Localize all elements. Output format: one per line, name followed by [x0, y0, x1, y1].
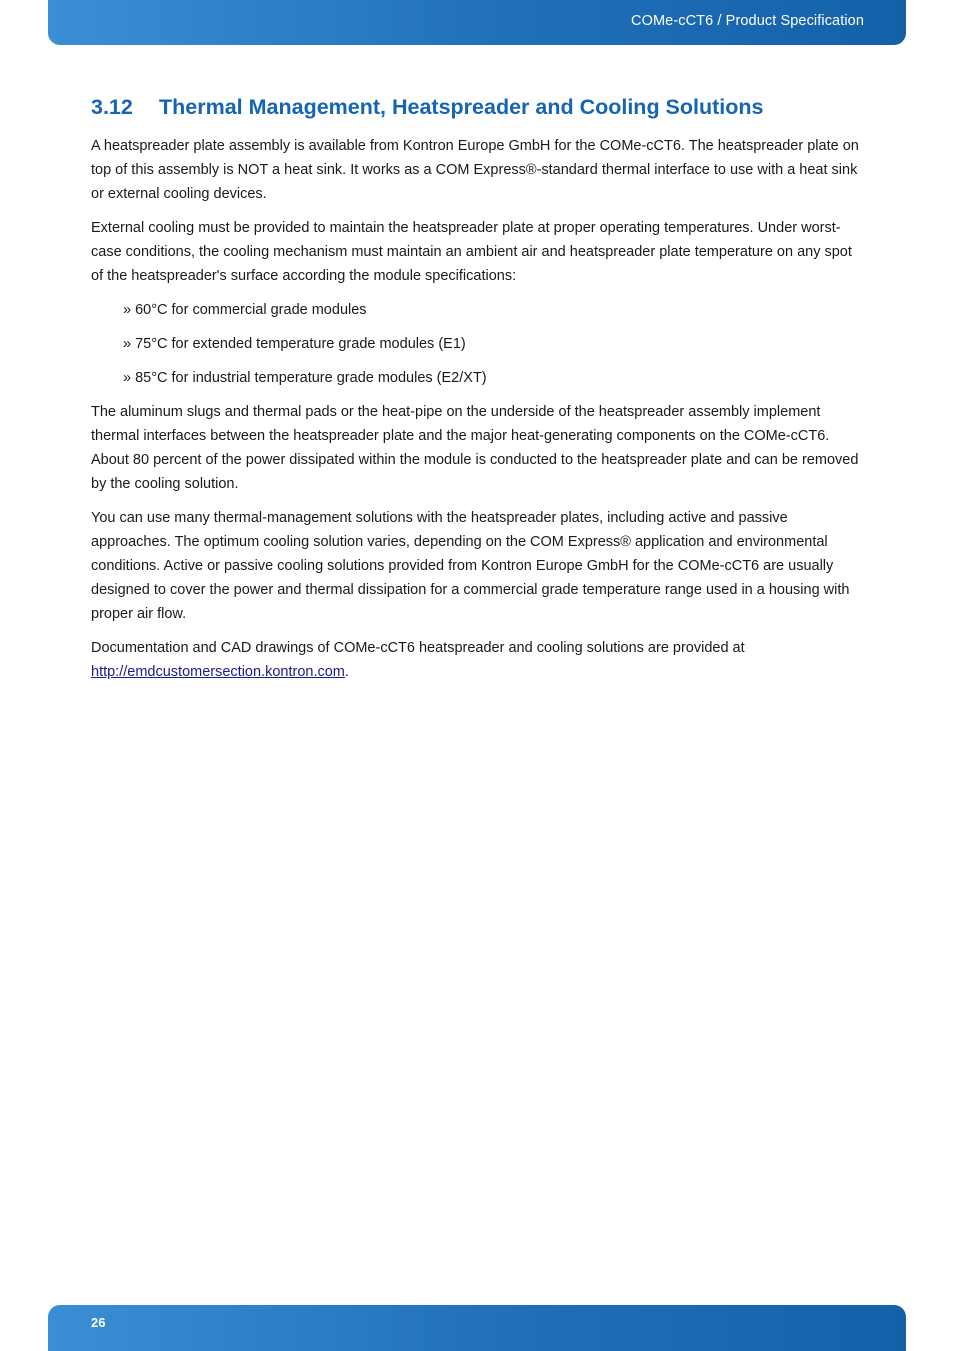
paragraph-external-cooling: External cooling must be provided to maintain the heatspreader plate at proper operating temperatures. Under worst-case conditions, the cooling mechanism must maintain an ambient air and heatspreader plate temperature on any spot of the heatspreader's surface according the module specifications: [91, 220, 852, 284]
section-number: 3.12 [91, 95, 133, 119]
sentence-end: . [344, 664, 349, 680]
documentation-text: Documentation and CAD drawings of COMe-cCT6 heatspreader and cooling solutions are provided at [91, 640, 745, 656]
page-footer-bar [48, 1305, 906, 1351]
section-title: Thermal Management, Heatspreader and Cooling Solutions [159, 95, 764, 119]
section-heading [91, 95, 764, 120]
temperature-grade-list [91, 298, 866, 390]
page-number: 26 [91, 1315, 106, 1330]
list-item: » 75°C for extended temperature grade modules (E1) [123, 336, 466, 352]
paragraph-thermal-interfaces: The aluminum slugs and thermal pads or the heat-pipe on the underside of the heatspreader assembly implement thermal interfaces between the heatspreader plate and the major heat-generating components on the COMe-cCT6. About 80 percent of the power dissipated within the module is conducted to the heatspreader plate and can be removed by the cooling solution. [91, 404, 859, 492]
page-header-bar [48, 0, 906, 45]
list-item: » 60°C for commercial grade modules [123, 302, 367, 318]
customer-section-link[interactable]: http://emdcustomersection.kontron.com [91, 664, 345, 680]
paragraph-heatspreader-intro: A heatspreader plate assembly is available from Kontron Europe GmbH for the COMe-cCT6. The heatspreader plate on top of this assembly is NOT a heat sink. It works as a COM Express®-standard thermal interface to use with a heat sink or external cooling devices. [91, 138, 859, 202]
list-item: » 85°C for industrial temperature grade modules (E2/XT) [123, 370, 487, 386]
paragraph-cooling-solutions: You can use many thermal-management solutions with the heatspreader plates, including active and passive approaches. The optimum cooling solution varies, depending on the COM Express® application and environmental conditions. Active or passive cooling solutions provided from Kontron Europe GmbH for the COMe-cCT6 are usually designed to cover the power and thermal dissipation for a commercial grade temperature range used in a housing with proper air flow. [91, 510, 850, 622]
document-title: COMe-cCT6 / Product Specification [631, 13, 864, 29]
section-body [91, 134, 866, 694]
paragraph-documentation [91, 636, 866, 684]
